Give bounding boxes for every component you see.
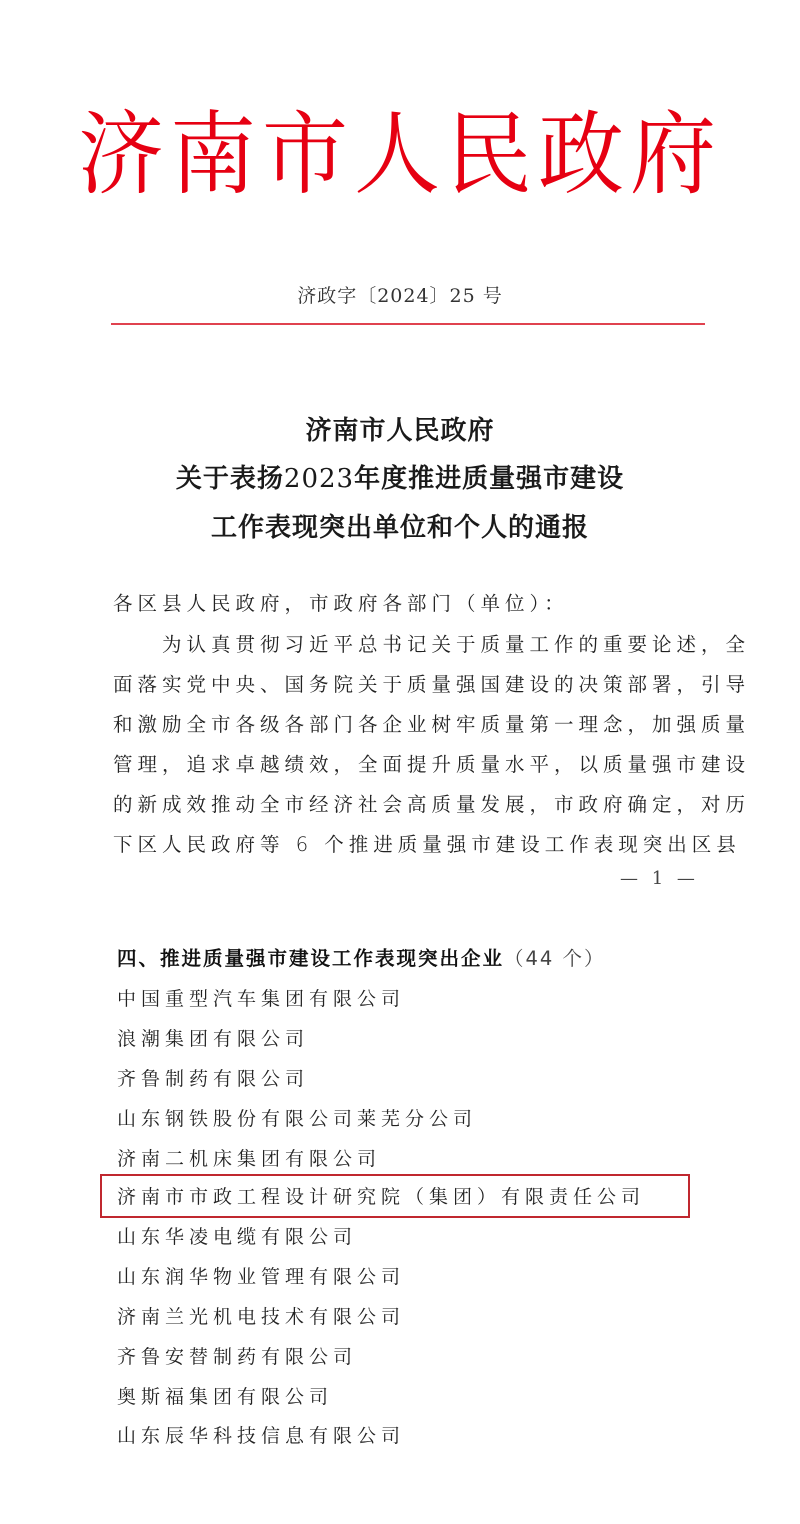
page-number: — 1 —: [620, 868, 699, 889]
company-item: 山东钢铁股份有限公司莱芜分公司: [117, 1108, 478, 1130]
company-item: 齐鲁制药有限公司: [117, 1068, 310, 1090]
section-heading: [117, 944, 606, 974]
company-item: 中国重型汽车集团有限公司: [117, 988, 406, 1010]
body-line: 和激励全市各级各部门各企业树牢质量第一理念，加强质量: [113, 713, 751, 736]
body-line: 的新成效推动全市经济社会高质量发展，市政府确定，对历: [113, 793, 751, 816]
body-line: 为认真贯彻习近平总书记关于质量工作的重要论述，全: [113, 633, 751, 656]
notice-title-line-2: [0, 462, 800, 496]
body-line: 管理，追求卓越绩效，全面提升质量水平，以质量强市建设: [113, 753, 751, 776]
company-item: 山东辰华科技信息有限公司: [117, 1425, 406, 1447]
red-divider-rule: [111, 323, 705, 325]
body-line: 面落实党中央、国务院关于质量强国建设的决策部署，引导: [113, 673, 751, 696]
title-line-2-prefix: 关于表扬: [175, 464, 284, 494]
company-item-highlighted: 济南市市政工程设计研究院（集团）有限责任公司: [117, 1186, 646, 1208]
notice-title-line-3: 工作表现突出单位和个人的通报: [210, 513, 589, 543]
section-heading-text: 四、推进质量强市建设工作表现突出企业: [117, 947, 505, 970]
company-item: 浪潮集团有限公司: [117, 1028, 310, 1050]
company-item: 山东华凌电缆有限公司: [117, 1226, 358, 1248]
body-line: 下区人民政府等 6 个推进质量强市建设工作表现突出区县: [113, 833, 741, 856]
company-item: 奥斯福集团有限公司: [117, 1386, 334, 1408]
salutation: 各区县人民政府，市政府各部门（单位）：: [113, 592, 569, 615]
company-item: 济南二机床集团有限公司: [117, 1148, 382, 1170]
masthead-title: 济南市人民政府: [78, 102, 722, 208]
section-count: （44 个）: [504, 947, 606, 970]
company-item: 山东润华物业管理有限公司: [117, 1266, 406, 1288]
title-line-2-suffix: 年度推进质量强市建设: [354, 464, 625, 494]
document-number: 济政字〔2024〕25 号: [297, 285, 503, 307]
title-year: 2023: [283, 464, 355, 494]
notice-title-line-1: 济南市人民政府: [305, 416, 495, 446]
company-item: 齐鲁安替制药有限公司: [117, 1346, 358, 1368]
company-item: 济南兰光机电技术有限公司: [117, 1306, 406, 1328]
